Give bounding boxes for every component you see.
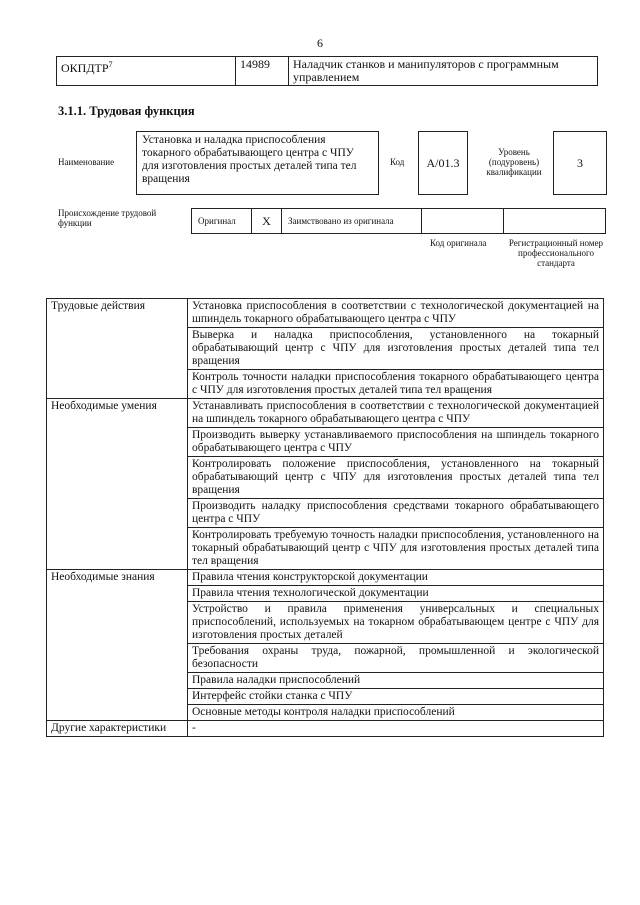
- okpdtr-table: [56, 56, 598, 86]
- item-cell: Устанавливать приспособления в соответствии с технологической документацией на шпиндель токарного обрабатывающего центра с ЧПУ: [188, 399, 604, 428]
- category-cell: Трудовые действия: [47, 299, 188, 399]
- item-cell: Правила наладки приспособлений: [188, 673, 604, 689]
- item-cell: Контролировать требуемую точность наладки приспособления, установленного на токарный обрабатывающий центр с ЧПУ для изготовления простых деталей типа тел вращения: [188, 528, 604, 570]
- item-cell: Устройство и правила применения универсальных и специальных приспособлений, используемых на токарном обрабатывающем центре с ЧПУ для изготовления простых деталей: [188, 602, 604, 644]
- item-cell: Контроль точности наладки приспособления токарного обрабатывающего центра с ЧПУ для изготовления простых деталей типа тел вращения: [188, 370, 604, 399]
- item-cell: -: [188, 721, 604, 737]
- borrowed-label: Заимствовано из оригинала: [282, 209, 422, 233]
- code-label: Код: [390, 157, 405, 167]
- table-row: [47, 399, 604, 428]
- item-cell: Выверка и наладка приспособления, установленного на токарный обрабатывающий центр с ЧПУ для изготовления простых деталей типа тел вращения: [188, 328, 604, 370]
- item-cell: Правила чтения конструкторской документации: [188, 570, 604, 586]
- footnote-mark: 7: [108, 60, 113, 69]
- function-code: A/01.3: [418, 131, 468, 195]
- code-original-caption: Код оригинала: [430, 238, 487, 248]
- reg-number-caption: Регистрационный номер профессионального стандарта: [508, 238, 604, 268]
- section-title: 3.1.1. Трудовая функция: [58, 104, 195, 118]
- table-row: [47, 299, 604, 328]
- item-cell: Требования охраны труда, пожарной, промышленной и экологической безопасности: [188, 644, 604, 673]
- page-number: 6: [317, 36, 323, 50]
- item-cell: Производить наладку приспособления средствами токарного обрабатывающего центра с ЧПУ: [188, 499, 604, 528]
- level-label: Уровень (подуровень) квалификации: [486, 147, 542, 177]
- original-mark: X: [252, 209, 282, 233]
- origin-label: Происхождение трудовой функции: [58, 208, 157, 228]
- function-name: Установка и наладка приспособления токарного обрабатывающего центра с ЧПУ для изготовления простых деталей типа тел вращения: [136, 131, 379, 195]
- table-row: [47, 570, 604, 586]
- category-cell: Другие характеристики: [47, 721, 188, 737]
- qualification-level: 3: [553, 131, 607, 195]
- okpdtr-title: Наладчик станков и манипуляторов с программным управлением: [289, 57, 598, 86]
- item-cell: Производить выверку устанавливаемого приспособления на шпиндель токарного обрабатывающего центра с ЧПУ: [188, 428, 604, 457]
- item-cell: Установка приспособления в соответствии с технологической документацией на шпиндель токарного обрабатывающего центра с ЧПУ: [188, 299, 604, 328]
- original-label: Оригинал: [192, 209, 252, 233]
- reg-number-cell: [504, 209, 605, 233]
- category-cell: Необходимые знания: [47, 570, 188, 721]
- item-cell: Правила чтения технологической документации: [188, 586, 604, 602]
- item-cell: Основные методы контроля наладки приспособлений: [188, 705, 604, 721]
- origin-box: [191, 208, 606, 234]
- original-code-cell: [422, 209, 504, 233]
- okpdtr-label: ОКПДТР: [61, 61, 109, 75]
- okpdtr-label-cell: [57, 57, 236, 86]
- okpdtr-code: 14989: [236, 57, 289, 86]
- item-cell: Контролировать положение приспособления, установленного на токарный обрабатывающий центр с ЧПУ для изготовления простых деталей типа тел вращения: [188, 457, 604, 499]
- table-row: [47, 721, 604, 737]
- category-cell: Необходимые умения: [47, 399, 188, 570]
- item-cell: Интерфейс стойки станка с ЧПУ: [188, 689, 604, 705]
- name-label: Наименование: [58, 157, 115, 167]
- function-details-table: [46, 298, 604, 737]
